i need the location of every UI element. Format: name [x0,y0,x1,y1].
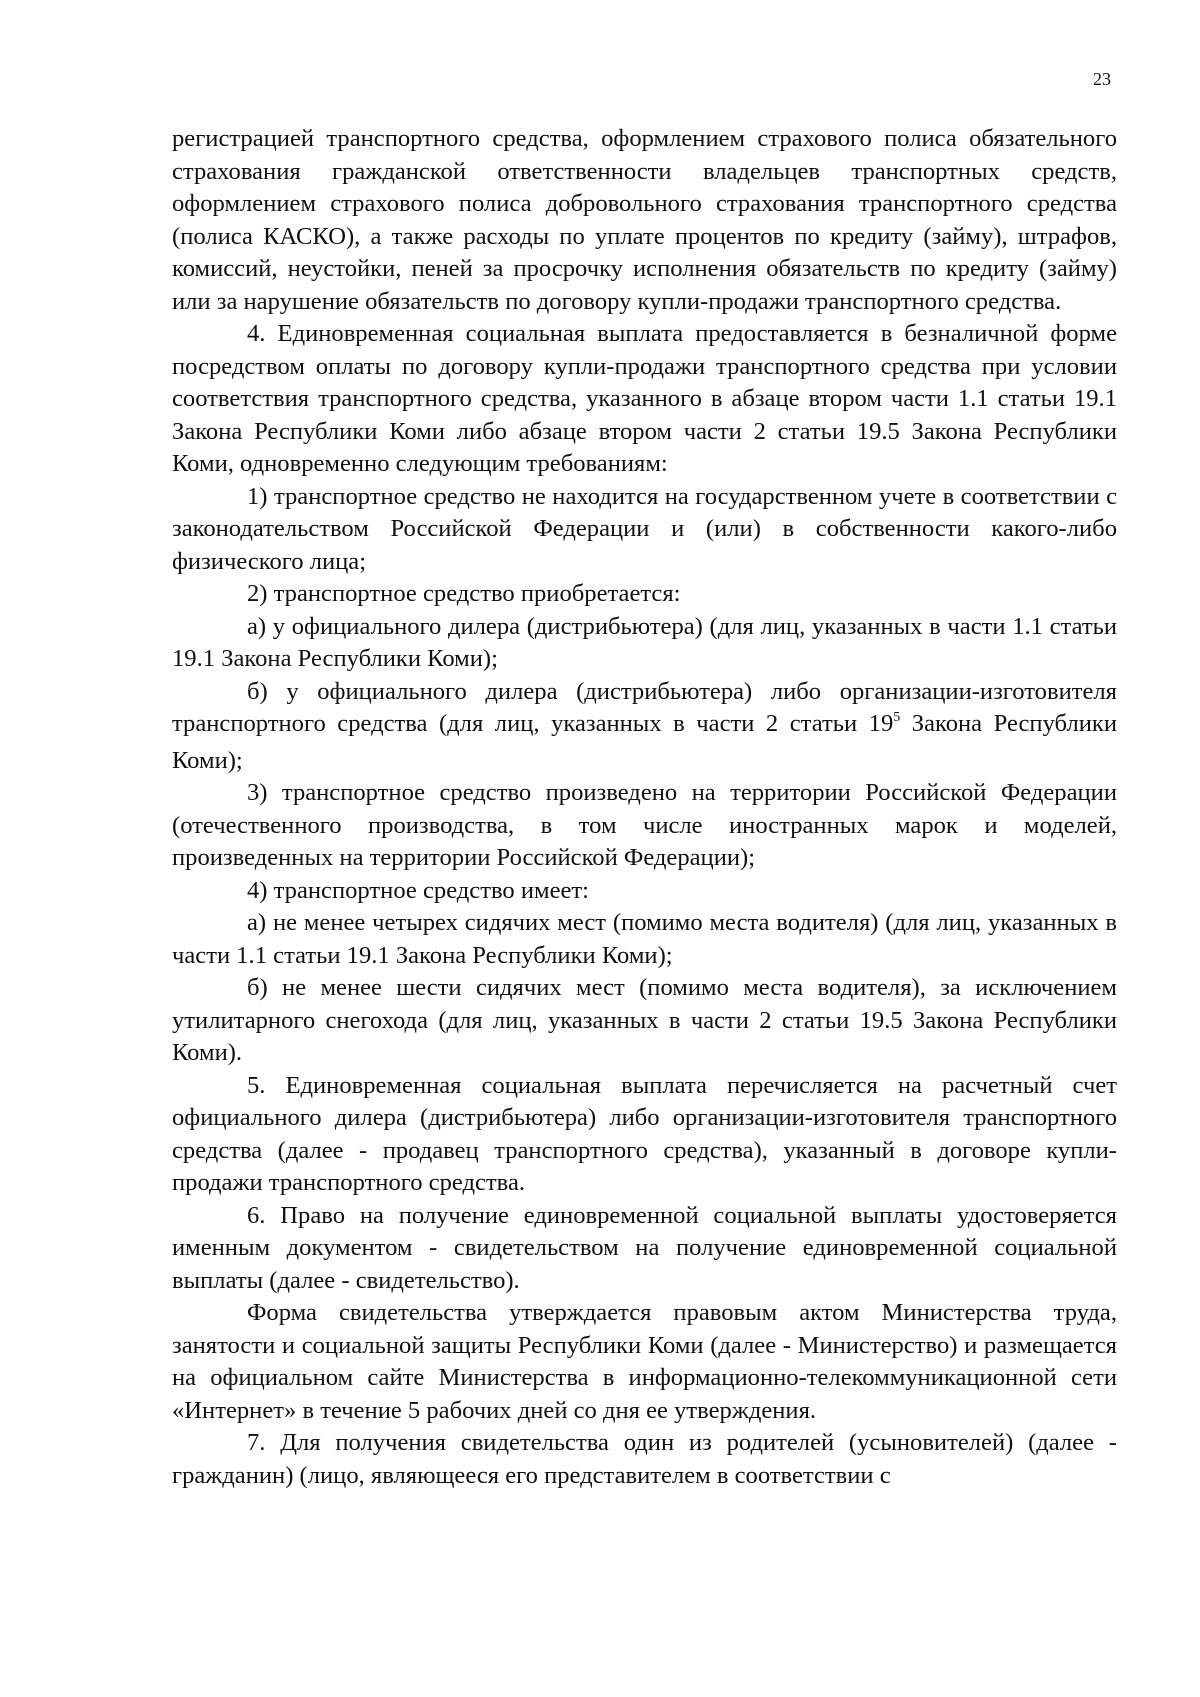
paragraph-item-4: 4. Единовременная социальная выплата предоставляется в безналичной форме посредством оплаты по договору купли-продажи транспортного средства при условии соответствия транспортного средства, указанного в абзаце втором части 1.1 статьи 19.1 Закона Республики Коми либо абзаце втором части 2 статьи 19.5 Закона Республики Коми, одновременно следующим требованиям: [172,320,1117,477]
paragraph-item-7: 7. Для получения свидетельства один из родителей (усыновителей) (далее - гражданин) (лицо, являющееся его представителем в соответствии с [172,1429,1117,1489]
paragraph-certificate-form: Форма свидетельства утверждается правовым актом Министерства труда, занятости и социальной защиты Республики Коми (далее - Министерство) и размещается на официальном сайте Министерства в информационно-телекоммуникационной сети «Интернет» в течение 5 рабочих дней со дня ее утверждения. [172,1299,1117,1424]
paragraph-subitem-2b-text: б) у официального дилера (дистрибьютера) либо организации-изготовителя транспортного средства (для лиц, указанных в части 2 статьи 19 [172,677,1117,737]
paragraph-subitem-4b: б) не менее шести сидячих мест (помимо места водителя), за исключением утилитарного снегохода (для лиц, указанных в части 2 статьи 19.5 Закона Республики Коми). [172,974,1117,1066]
paragraph-subitem-2b [172,676,1117,778]
page-number: 23 [1093,69,1111,89]
paragraph-subitem-4: 4) транспортное средство имеет: [247,876,589,904]
paragraph-subitem-2b-tail: Закона Республики Коми); [172,710,1117,774]
paragraph-continuation: регистрацией транспортного средства, оформлением страхового полиса обязательного страхования гражданской ответственности владельцев транспортных средств, оформлением страхового полиса добровольного страхования транспортного средства (полиса КАСКО), а также расходы по уплате процентов по кредиту (займу), штрафов, комиссий, неустойки, пеней за просрочку исполнения обязательств по кредиту (займу) или за нарушение обязательств по договору купли-продажи транспортного средства. [172,125,1117,315]
superscript-5: 5 [893,710,901,725]
paragraph-subitem-2a: а) у официального дилера (дистрибьютера) (для лиц, указанных в части 1.1 статьи 19.1 Закона Республики Коми); [172,612,1117,672]
paragraph-subitem-2: 2) транспортное средство приобретается: [247,580,681,607]
paragraph-item-6: 6. Право на получение единовременной социальной выплаты удостоверяется именным документом - свидетельством на получение единовременной социальной выплаты (далее - свидетельство). [172,1201,1117,1294]
paragraph-subitem-1: 1) транспортное средство не находится на государственном учете в соответствии с законодательством Российской Федерации и (или) в собственности какого-либо физического лица; [172,482,1117,575]
paragraph-subitem-4a: а) не менее четырех сидячих мест (помимо места водителя) (для лиц, указанных в части 1.1 статьи 19.1 Закона Республики Коми); [172,909,1117,969]
paragraph-item-5: 5. Единовременная социальная выплата перечисляется на расчетный счет официального дилера (дистрибьютера) либо организации-изготовителя транспортного средства (далее - продавец транспортного средства), указанный в договоре купли-продажи транспортного средства. [172,1071,1117,1196]
paragraph-subitem-3: 3) транспортное средство произведено на территории Российской Федерации (отечественного производства, в том числе иностранных марок и моделей, произведенных на территории Российской Федерации); [172,779,1117,871]
document-body [172,123,1117,1492]
